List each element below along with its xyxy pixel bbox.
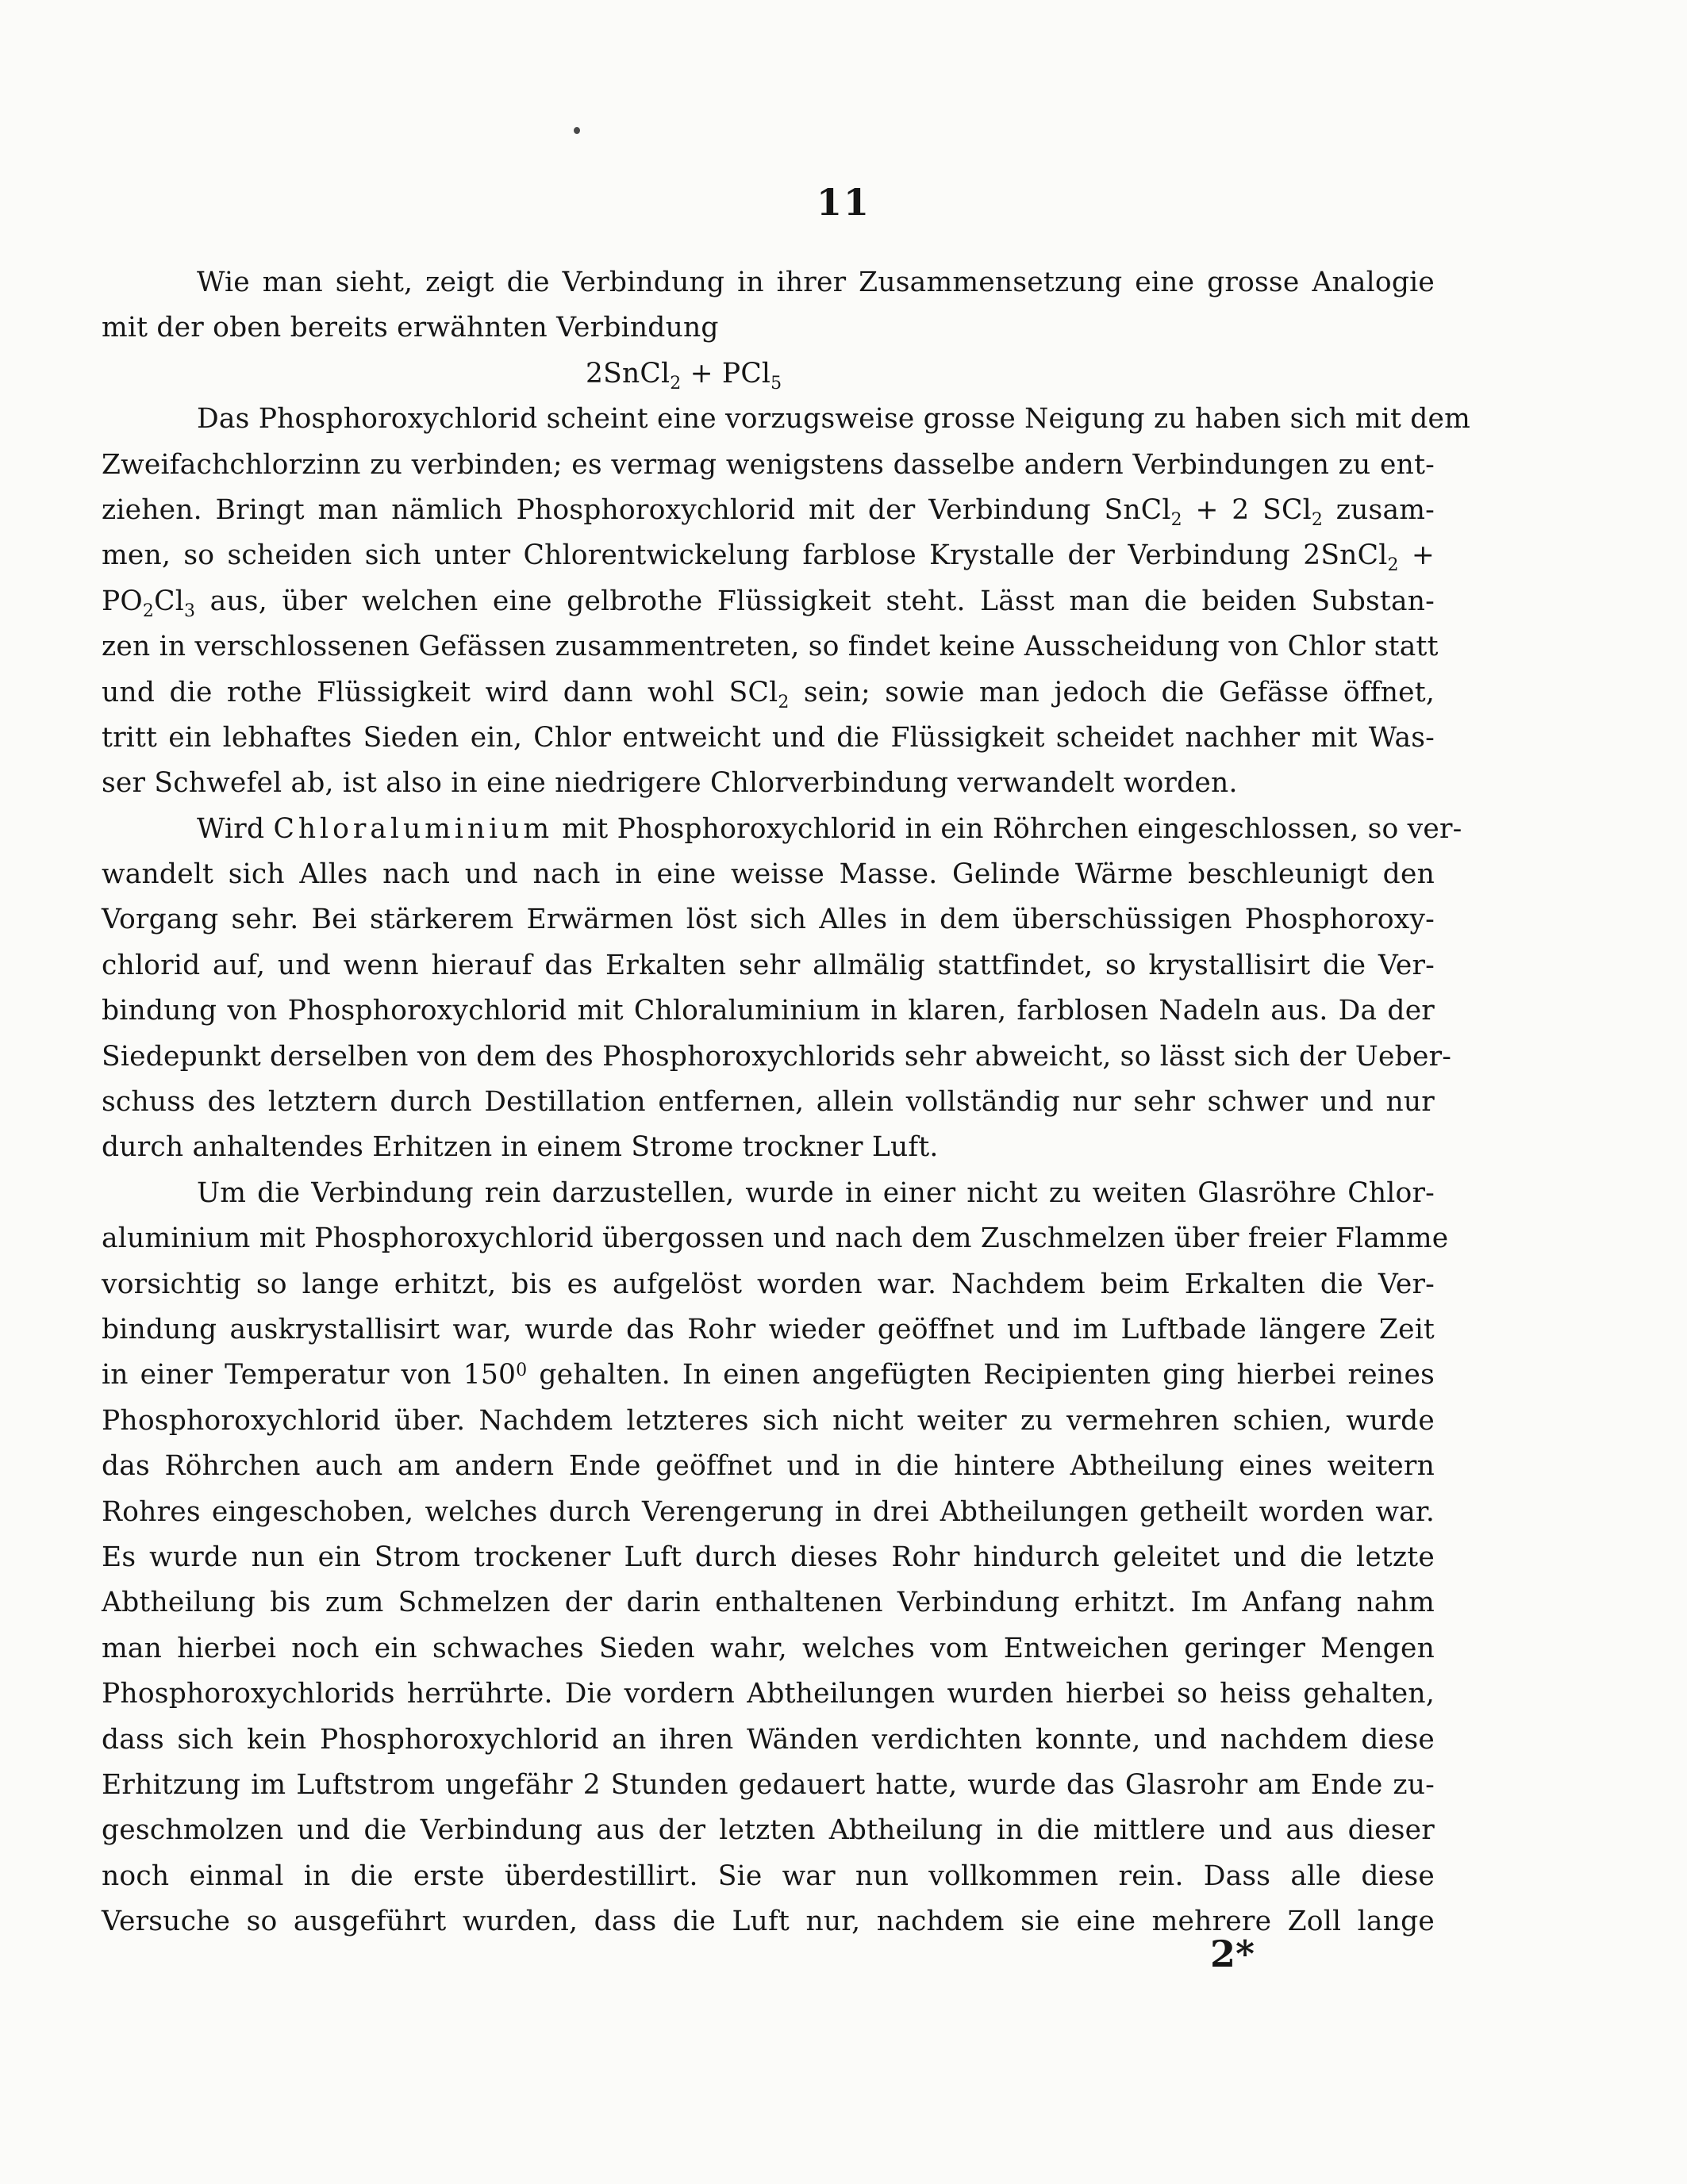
text-line: $PO_2Cl_3$ aus, über welchen eine gelbrothe Flüssigkeit steht. Lässt man die beiden Substan- bbox=[102, 585, 1435, 621]
body-text bbox=[102, 260, 1471, 1944]
text-line: tritt ein lebhaftes Sieden ein, Chlor entweicht und die Flüssigkeit scheidet nachher mit Was- bbox=[102, 721, 1435, 754]
ink-speck bbox=[574, 127, 580, 134]
text-line: Wie man sieht, zeigt die Verbindung in ihrer Zusammensetzung eine grosse Analogie bbox=[197, 267, 1435, 298]
text-line: Das Phosphoroxychlorid scheint eine vorzugsweise grosse Neigung zu haben sich mit dem bbox=[197, 403, 1471, 436]
text-line: vorsichtig so lange erhitzt, bis es aufgelöst worden war. Nachdem beim Erkalten die Ver- bbox=[102, 1268, 1435, 1300]
text-line: Abtheilung bis zum Schmelzen der darin enthaltenen Verbindung erhitzt. Im Anfang nahm bbox=[102, 1587, 1435, 1619]
text-line: Phosphoroxychlorids herrührte. Die vordern Abtheilungen wurden hierbei so heiss gehalten, bbox=[102, 1678, 1435, 1710]
text-line: durch anhaltendes Erhitzen in einem Strome trockner Luft. bbox=[102, 1131, 939, 1164]
text-line: Vorgang sehr. Bei stärkerem Erwärmen löst sich Alles in dem überschüssigen Phosphoroxy- bbox=[102, 904, 1435, 936]
text-line: mit der oben bereits erwähnten Verbindung bbox=[102, 312, 719, 344]
text-line: in einer Temperatur von $150^0$ gehalten. In einen angefügten Recipienten ging hierbei reines bbox=[102, 1359, 1435, 1391]
text-line: men, so scheiden sich unter Chlorentwickelung farblose Krystalle der Verbindung 2SnCl$_2$ + bbox=[102, 539, 1435, 576]
text-line: schuss des letztern durch Destillation entfernen, allein vollständig nur sehr schwer und nur bbox=[102, 1086, 1435, 1119]
text-line: Rohres eingeschoben, welches durch Verengerung in drei Abtheilungen getheilt worden war. bbox=[102, 1495, 1435, 1528]
text-line: Siedepunkt derselben von dem des Phosphoroxychlorids sehr abweicht, so lässt sich der Ueber- bbox=[102, 1040, 1452, 1073]
text-line: Um die Verbindung rein darzustellen, wurde in einer nicht zu weiten Glasröhre Chlor- bbox=[197, 1176, 1435, 1209]
text-line: man hierbei noch ein schwaches Sieden wahr, welches vom Entweichen geringer Mengen bbox=[102, 1632, 1435, 1664]
text-line: dass sich kein Phosphoroxychlorid an ihren Wänden verdichten konnte, und nachdem diese bbox=[102, 1723, 1435, 1756]
text-line: und die rothe Flüssigkeit wird dann wohl SCl$_2$ sein; sowie man jedoch die Gefässe öffnet, bbox=[102, 676, 1435, 712]
text-line: Zweifachchlorzinn zu verbinden; es vermag wenigstens dasselbe andern Verbindungen zu ent- bbox=[102, 448, 1435, 481]
formula-line: 2SnCl$_2$ + PCl$_5$ bbox=[586, 357, 782, 393]
text-line: Erhitzung im Luftstrom ungefähr 2 Stunden gedauert hatte, wurde das Glasrohr am Ende zu- bbox=[102, 1768, 1435, 1801]
page-number: 11 bbox=[816, 181, 870, 224]
text-line: ser Schwefel ab, ist also in eine niedrigere Chlorverbindung verwandelt worden. bbox=[102, 767, 1238, 800]
text-line: Es wurde nun ein Strom trockener Luft durch dieses Rohr hindurch geleitet und die letzte bbox=[102, 1541, 1435, 1573]
text-line: ziehen. Bringt man nämlich Phosphoroxychlorid mit der Verbindung SnCl$_2$ + 2 SCl$_2$ zusam- bbox=[102, 493, 1435, 530]
text-line: Wird Chloraluminium mit Phosphoroxychlorid in ein Röhrchen eingeschlossen, so ver- bbox=[197, 812, 1462, 845]
text-line: aluminium mit Phosphoroxychlorid übergossen und nach dem Zuschmelzen über freier Flamme bbox=[102, 1223, 1449, 1255]
text-line: bindung von Phosphoroxychlorid mit Chloraluminium in klaren, farblosen Nadeln aus. Da der bbox=[102, 995, 1435, 1027]
text-line: Phosphoroxychlorid über. Nachdem letzteres sich nicht weiter zu vermehren schien, wurde bbox=[102, 1404, 1435, 1437]
text-line: das Röhrchen auch am andern Ende geöffnet und in die hintere Abtheilung eines weitern bbox=[102, 1450, 1435, 1483]
text-line: noch einmal in die erste überdestillirt. Sie war nun vollkommen rein. Dass alle diese bbox=[102, 1860, 1435, 1892]
text-line: wandelt sich Alles nach und nach in eine weisse Masse. Gelinde Wärme beschleunigt den bbox=[102, 858, 1435, 891]
text-line: zen in verschlossenen Gefässen zusammentreten, so findet keine Ausscheidung von Chlor statt bbox=[102, 631, 1439, 663]
text-line: bindung auskrystallisirt war, wurde das Rohr wieder geöffnet und im Luftbade längere Zeit bbox=[102, 1313, 1435, 1345]
text-line: Versuche so ausgeführt wurden, dass die Luft nur, nachdem sie eine mehrere Zoll lange bbox=[102, 1906, 1435, 1938]
text-line: chlorid auf, und wenn hierauf das Erkalten sehr allmälig stattfindet, so krystallisirt die Ver- bbox=[102, 949, 1435, 981]
signature-mark: 2* bbox=[1210, 1933, 1255, 1975]
text-line: geschmolzen und die Verbindung aus der letzten Abtheilung in die mittlere und aus dieser bbox=[102, 1814, 1435, 1847]
